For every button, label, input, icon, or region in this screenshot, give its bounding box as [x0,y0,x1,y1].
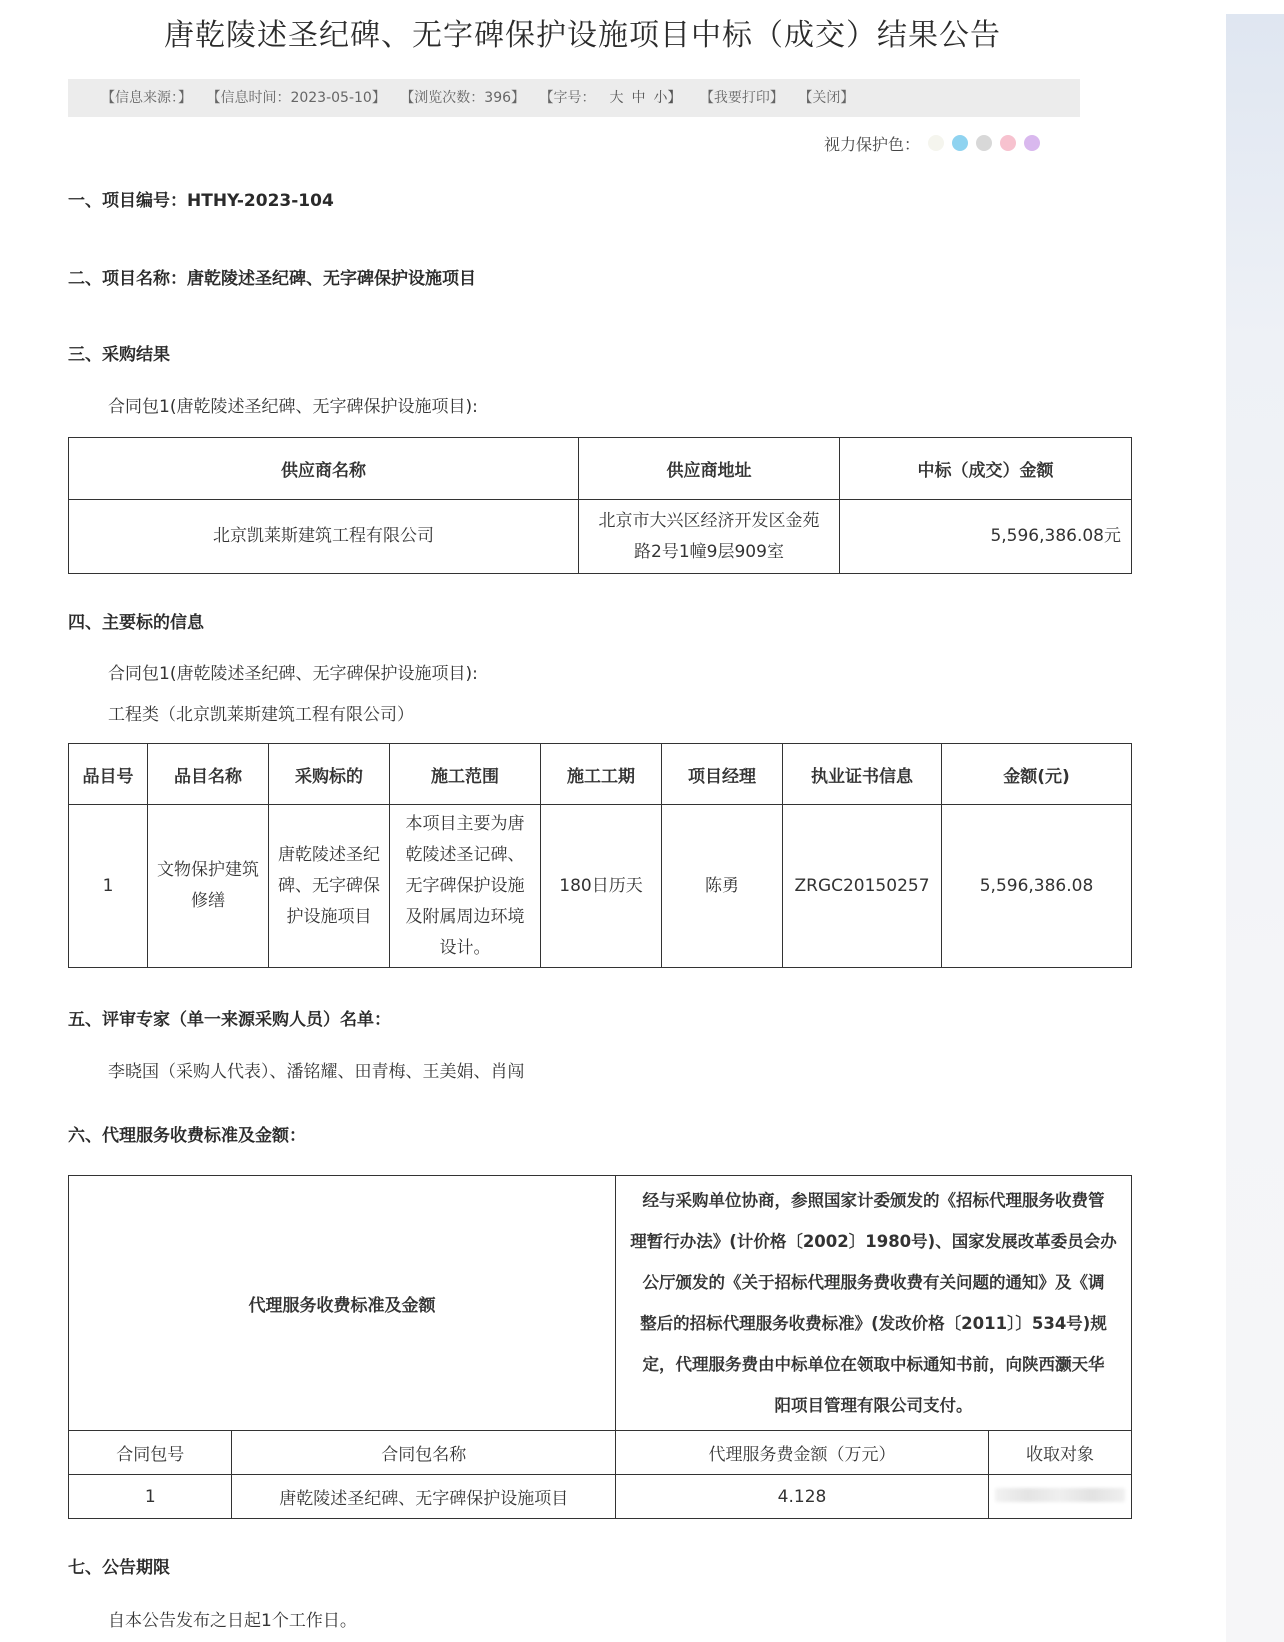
item-scope-line-3: 无字碑保护设施 [405,875,525,896]
fee-table [68,1175,1132,1519]
fee-desc-line-4: 整后的招标代理服务收费标准》(发改价格〔2011〕〕534号)规 [640,1314,1107,1333]
print-link[interactable]: 【我要打印】 [699,90,784,106]
close-link[interactable]: 【关闭】 [798,90,855,106]
item-manager: 陈勇 [662,805,783,968]
result-table [68,437,1132,574]
redacted-payer [995,1488,1125,1502]
fee-standard-description [616,1176,1132,1431]
header-period: 施工工期 [541,744,662,805]
item-name-line-1: 文物保护建筑 [157,860,259,880]
color-swatch-purple[interactable] [1024,135,1040,151]
table-row [69,1475,1132,1519]
color-swatch-beige[interactable] [928,135,944,151]
header-item-name: 品目名称 [148,744,269,805]
package-name: 唐乾陵述圣纪碑、无字碑保护设施项目 [232,1475,616,1519]
award-amount: 5,596,386.08元 [840,500,1132,574]
experts-list: 李晓国（采购人代表）、潘铭耀、田青梅、王美娟、肖闯 [108,1062,525,1082]
supplier-address [579,500,840,574]
section-project-name: 二、项目名称：唐乾陵述圣纪碑、无字碑保护设施项目 [68,269,476,289]
table-row [69,500,1132,574]
fee-desc-line-1: 经与采购单位协商，参照国家计委颁发的《招标代理服务收费管 [642,1191,1105,1210]
item-target-line-1: 唐乾陵述圣纪 [278,844,380,865]
fee-table-header [69,1431,1132,1475]
section-main-items: 四、主要标的信息 [68,613,204,633]
item-scope [390,805,541,968]
section-procurement-result: 三、采购结果 [68,345,170,365]
fee-desc-line-6: 阳项目管理有限公司支付。 [774,1396,973,1415]
right-side-panel [1226,14,1284,1642]
info-bar [68,79,1080,117]
fee-standard-label: 代理服务收费标准及金额 [69,1176,616,1431]
section-notice-period: 七、公告期限 [68,1558,170,1578]
header-scope: 施工范围 [390,744,541,805]
item-target [269,805,390,968]
items-type-label: 工程类（北京凯莱斯建筑工程有限公司） [108,705,414,725]
header-cert: 执业证书信息 [783,744,942,805]
info-time: 【信息时间：2023-05-10】 [206,90,386,106]
result-package-label: 合同包1(唐乾陵述圣纪碑、无字碑保护设施项目): [108,397,478,417]
header-item-no: 品目号 [69,744,148,805]
item-period: 180日历天 [541,805,662,968]
fee-desc-line-3: 公厅颁发的《关于招标代理服务费收费有关问题的通知》及《调 [642,1273,1105,1292]
info-source: 【信息来源：】 [101,90,192,106]
header-package-no: 合同包号 [69,1431,232,1475]
item-name-line-2: 修缮 [191,891,225,911]
package-no: 1 [69,1475,232,1519]
item-amount: 5,596,386.08 [942,805,1132,968]
font-size-control [539,90,685,106]
section-project-number: 一、项目编号：HTHY-2023-104 [68,191,334,211]
header-fee-amount: 代理服务费金额（万元） [616,1431,989,1475]
item-target-line-2: 碑、无字碑保 [278,875,380,896]
color-swatch-blue[interactable] [952,135,968,151]
address-line-1: 北京市大兴区经济开发区金苑 [598,510,820,531]
item-scope-line-4: 及附属周边环境 [405,906,525,927]
fee-desc-line-5: 定，代理服务费由中标单位在领取中标通知书前，向陕西灏天华 [642,1355,1105,1374]
info-views: 【浏览次数：396】 [400,90,526,106]
header-manager: 项目经理 [662,744,783,805]
color-swatch-gray[interactable] [976,135,992,151]
font-size-small-link[interactable]: 小】 [653,90,682,106]
item-table [68,743,1132,968]
supplier-name: 北京凯莱斯建筑工程有限公司 [69,500,579,574]
item-table-header [69,744,1132,805]
header-supplier-address: 供应商地址 [579,438,840,500]
address-line-2: 路2号1幢9层909室 [634,541,784,562]
result-table-header [69,438,1132,500]
item-scope-line-2: 乾陵述圣记碑、 [405,844,525,865]
header-award-amount: 中标（成交）金额 [840,438,1132,500]
item-scope-line-5: 设计。 [439,937,491,958]
page-title: 唐乾陵述圣纪碑、无字碑保护设施项目中标（成交）结果公告 [164,18,1001,53]
fee-standard-row [69,1176,1132,1431]
fee-payer [989,1475,1132,1519]
section-experts: 五、评审专家（单一来源采购人员）名单： [68,1010,391,1030]
header-target: 采购标的 [269,744,390,805]
items-package-label: 合同包1(唐乾陵述圣纪碑、无字碑保护设施项目): [108,664,478,684]
notice-period-text: 自本公告发布之日起1个工作日。 [108,1611,357,1631]
font-size-medium-link[interactable]: 中 [631,90,646,106]
fee-desc-line-2: 理暂行办法》(计价格〔2002〕1980号)、国家发展改革委员会办 [630,1232,1117,1251]
item-no: 1 [69,805,148,968]
font-size-label: 【字号： [539,90,596,106]
section-agency-fee: 六、代理服务收费标准及金额： [68,1126,306,1146]
eye-protect-label: 视力保护色： [824,134,921,154]
item-cert: ZRGC20150257 [783,805,942,968]
item-name [148,805,269,968]
item-target-line-3: 护设施项目 [286,906,372,927]
header-fee-payer: 收取对象 [989,1431,1132,1475]
header-amount: 金额(元) [942,744,1132,805]
font-size-large-link[interactable]: 大 [609,90,624,106]
header-package-name: 合同包名称 [232,1431,616,1475]
eye-protect-colors [824,128,1040,158]
color-swatch-pink[interactable] [1000,135,1016,151]
table-row [69,805,1132,968]
item-scope-line-1: 本项目主要为唐 [405,813,525,834]
fee-amount: 4.128 [616,1475,989,1519]
header-supplier-name: 供应商名称 [69,438,579,500]
